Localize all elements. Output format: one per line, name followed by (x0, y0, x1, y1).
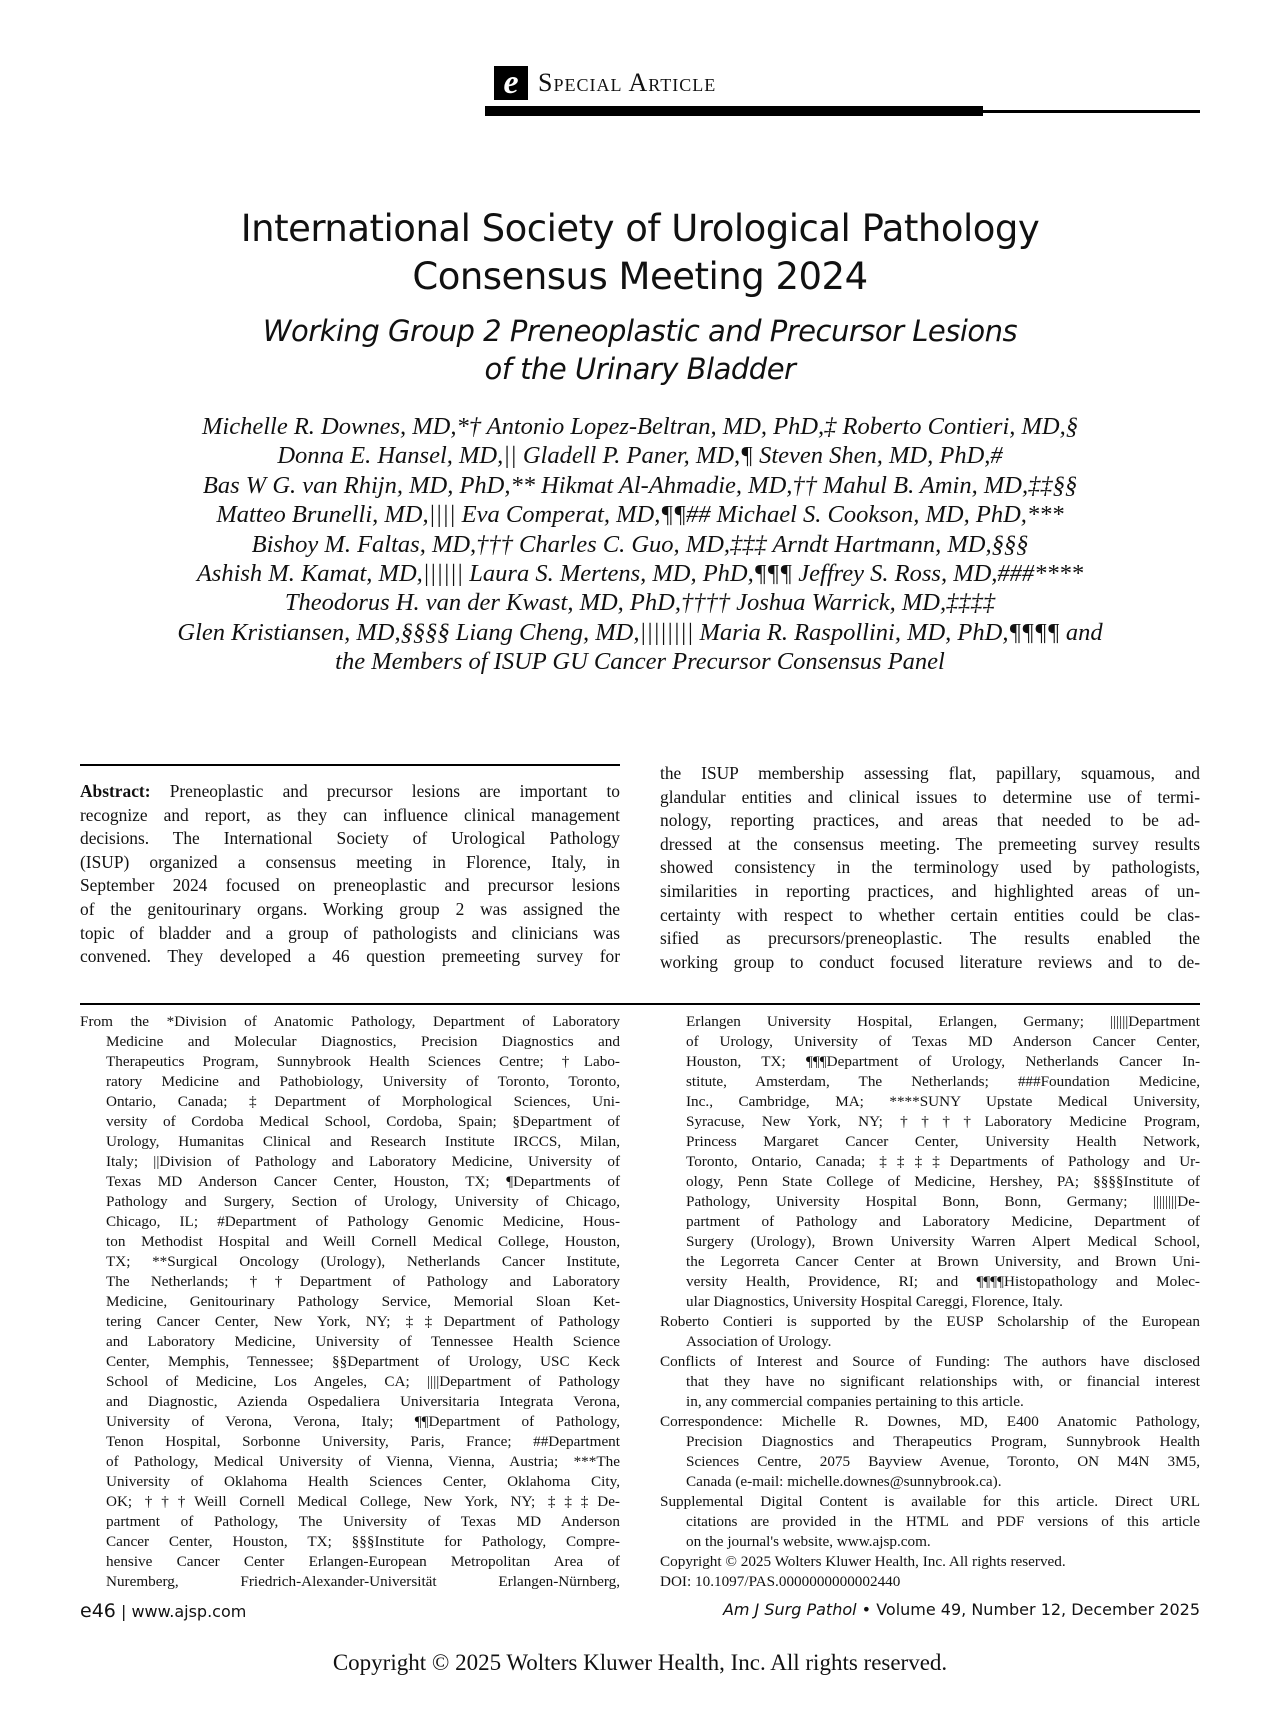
affiliation-line: Houston, TX; ¶¶¶Department of Urology, Netherlands Cancer In- (686, 1053, 1200, 1070)
affiliation-line: Therapeutics Program, Sunnybrook Health Sciences Centre; †Labo- (106, 1053, 620, 1070)
article-subtitle (100, 312, 1180, 388)
footer-separator: | (120, 1602, 127, 1621)
affiliation-line: hensive Cancer Center Erlangen-European Metropolitan Area of (106, 1553, 620, 1570)
affiliation-line: tering Cancer Center, New York, NY; ‡‡Department of Pathology (106, 1313, 620, 1330)
issue-info: Volume 49, Number 12, December 2025 (876, 1600, 1200, 1619)
affiliation-line: TX; **Surgical Oncology (Urology), Netherlands Cancer Institute, (106, 1253, 620, 1270)
author-line: the Members of ISUP GU Cancer Precursor Consensus Panel (335, 648, 945, 676)
abstract-line: decisions. The International Society of Urological Pathology (80, 828, 620, 849)
header-rule-thick (485, 106, 983, 116)
page-footer-left (80, 1600, 246, 1622)
affiliation-line: Erlangen University Hospital, Erlangen, Germany; ||||||Department (686, 1013, 1200, 1030)
affiliation-line: Princess Margaret Cancer Center, University Health Network, (686, 1133, 1200, 1150)
author-line: Matteo Brunelli, MD,|||| Eva Comperat, MD,¶¶## Michael S. Cookson, MD, PhD,*** (216, 501, 1064, 529)
affiliation-line: ology, Penn State College of Medicine, Hershey, PA; §§§§Institute of (686, 1173, 1200, 1190)
abstract-line: dressed at the consensus meeting. The premeeting survey results (660, 833, 1200, 854)
abstract-line: glandular entities and clinical issues to determine use of termi- (660, 786, 1200, 807)
affiliation-line: Inc., Cambridge, MA; ****SUNY Upstate Medical University, (686, 1093, 1200, 1110)
correspondence-line: Sciences Centre, 2075 Bayview Avenue, Toronto, ON M4N 3M5, (686, 1453, 1200, 1470)
affiliation-line: Italy; ||Division of Pathology and Laboratory Medicine, University of (106, 1153, 620, 1170)
abstract-line: similarities in reporting practices, and highlighted areas of un- (660, 880, 1200, 901)
author-line: Bas W G. van Rhijn, MD, PhD,** Hikmat Al-Ahmadie, MD,†† Mahul B. Amin, MD,‡‡§§ (202, 471, 1078, 499)
correspondence-line: Correspondence: Michelle R. Downes, MD, E400 Anatomic Pathology, (660, 1413, 1200, 1430)
abstract-line: showed consistency in the terminology used by pathologists, (660, 857, 1200, 878)
affiliation-line: partment of Pathology and Laboratory Medicine, Department of (686, 1213, 1200, 1230)
section-label: Special Article (538, 68, 717, 97)
title-line: Consensus Meeting 2024 (412, 255, 868, 298)
affiliation-line: the Legorreta Cancer Center at Brown University, and Brown Uni- (686, 1253, 1200, 1270)
abstract-text: Preneoplastic and precursor lesions are important to (150, 781, 620, 801)
affiliation-line: and Laboratory Medicine, University of Tennessee Health Science (106, 1333, 620, 1350)
title-line: International Society of Urological Pathology (240, 207, 1040, 250)
abstract-line: (ISUP) organized a consensus meeting in Florence, Italy, in (80, 851, 620, 872)
author-line: Donna E. Hansel, MD,|| Gladell P. Paner, MD,¶ Steven Shen, MD, PhD,# (277, 442, 1003, 470)
affiliation-line: Surgery (Urology), Brown University Warren Alpert Medical School, (686, 1233, 1200, 1250)
affiliation-line: ular Diagnostics, University Hospital Careggi, Florence, Italy. (686, 1293, 1063, 1310)
abstract-line: working group to conduct focused literature reviews and to de- (660, 951, 1200, 972)
affiliation-line: School of Medicine, Los Angeles, CA; ||||Department of Pathology (106, 1373, 620, 1390)
footnote-rule (80, 1003, 1200, 1005)
supplemental-line: citations are provided in the HTML and PDF versions of this article (686, 1513, 1200, 1530)
abstract-line: the ISUP membership assessing flat, papillary, squamous, and (660, 763, 1200, 783)
author-line: Glen Kristiansen, MD,§§§§ Liang Cheng, MD,|||||||| Maria R. Raspollini, MD, PhD,¶¶¶¶ and (177, 618, 1103, 646)
support-note-line: Roberto Contieri is supported by the EUSP Scholarship of the European (660, 1313, 1200, 1330)
affiliations-left (80, 1012, 620, 1592)
copyright-note: Copyright © 2025 Wolters Kluwer Health, Inc. All rights reserved. (660, 1553, 1066, 1570)
affiliation-line: of Pathology, Medical University of Vienna, Vienna, Austria; ***The (106, 1453, 620, 1470)
affiliation-line: OK; †††Weill Cornell Medical College, New York, NY; ‡‡‡De- (106, 1493, 620, 1510)
correspondence-email-line[interactable]: Canada (e-mail: michelle.downes@sunnybrook.ca). (686, 1473, 1002, 1490)
conflicts-line: in, any commercial companies pertaining to this article. (686, 1393, 1024, 1410)
abstract-line (80, 780, 620, 804)
abstract-line: topic of bladder and a group of pathologists and clinicians was (80, 922, 620, 943)
footer-bullet: • (861, 1600, 872, 1619)
affiliation-line: partment of Pathology, The University of Texas MD Anderson (106, 1513, 620, 1530)
abstract-line: certainty with respect to whether certain entities could be clas- (660, 904, 1200, 925)
e-publication-icon: e (494, 66, 528, 100)
page-footer-right (723, 1600, 1200, 1619)
author-list (80, 412, 1200, 677)
journal-website-link[interactable]: www.ajsp.com (131, 1602, 247, 1621)
affiliation-line: Urology, Humanitas Clinical and Research Institute IRCCS, Milan, (106, 1133, 620, 1150)
affiliation-line: University of Oklahoma Health Sciences Center, Oklahoma City, (106, 1473, 620, 1490)
header-rule-thin (983, 110, 1200, 113)
affiliation-line: University of Verona, Verona, Italy; ¶¶Department of Pathology, (106, 1413, 620, 1430)
affiliation-line: Pathology and Surgery, Section of Urology, University of Chicago, (106, 1193, 620, 1210)
affiliation-line: versity of Cordoba Medical School, Cordoba, Spain; §Department of (106, 1113, 620, 1130)
affiliation-line: Tenon Hospital, Sorbonne University, Paris, France; ##Department (106, 1433, 620, 1450)
affiliation-line: Center, Memphis, Tennessee; §§Department of Urology, USC Keck (106, 1353, 620, 1370)
affiliation-line: Cancer Center, Houston, TX; §§§Institute for Pathology, Compre- (106, 1533, 620, 1550)
affiliations-right (660, 1012, 1200, 1592)
abstract-rule (80, 764, 620, 766)
author-line: Bishoy M. Faltas, MD,††† Charles C. Guo, MD,‡‡‡ Arndt Hartmann, MD,§§§ (251, 530, 1029, 558)
affiliation-line: Chicago, IL; #Department of Pathology Genomic Medicine, Hous- (106, 1213, 620, 1230)
affiliation-line: Pathology, University Hospital Bonn, Bonn, Germany; ||||||||De- (686, 1193, 1200, 1210)
abstract-line: sified as precursors/preneoplastic. The results enabled the (660, 928, 1200, 949)
affiliation-line: of Urology, University of Texas MD Anderson Cancer Center, (686, 1033, 1200, 1050)
section-header (494, 66, 716, 100)
affiliation-line: versity Health, Providence, RI; and ¶¶¶¶Histopathology and Molec- (686, 1273, 1200, 1290)
affiliation-line: From the *Division of Anatomic Pathology, Department of Laboratory (80, 1013, 620, 1030)
abstract-line: September 2024 focused on preneoplastic and precursor lesions (80, 875, 620, 896)
affiliation-line: Texas MD Anderson Cancer Center, Houston, TX; ¶Departments of (106, 1173, 620, 1190)
subtitle-line: Working Group 2 Preneoplastic and Precursor Lesions (262, 314, 1018, 348)
page-copyright: Copyright © 2025 Wolters Kluwer Health, Inc. All rights reserved. (332, 1650, 948, 1675)
affiliation-line: ton Methodist Hospital and Weill Cornell Medical College, Houston, (106, 1233, 620, 1250)
affiliation-line: Medicine and Molecular Diagnostics, Precision Diagnostics and (106, 1033, 620, 1050)
abstract-line: nology, reporting practices, and areas that needed to be ad- (660, 810, 1200, 831)
supplemental-line: Supplemental Digital Content is available for this article. Direct URL (660, 1493, 1200, 1510)
affiliation-line: and Diagnostic, Azienda Ospedaliera Universitaria Integrata Verona, (106, 1393, 620, 1410)
affiliation-line: Toronto, Ontario, Canada; ‡‡‡‡Departments of Pathology and Ur- (686, 1153, 1200, 1170)
abstract-line: recognize and report, as they can influence clinical management (80, 804, 620, 825)
abstract-line: convened. They developed a 46 question premeeting survey for (80, 946, 620, 967)
article-title (100, 205, 1180, 301)
subtitle-line: of the Urinary Bladder (484, 352, 796, 386)
conflicts-line: that they have no significant relationships with, or financial interest (686, 1373, 1200, 1390)
abstract-line: of the genitourinary organs. Working group 2 was assigned the (80, 898, 620, 919)
affiliation-line: ratory Medicine and Pathobiology, University of Toronto, Toronto, (106, 1073, 620, 1090)
conflicts-line: Conflicts of Interest and Source of Funding: The authors have disclosed (660, 1353, 1200, 1370)
support-note-line: Association of Urology. (686, 1333, 832, 1350)
affiliation-line: Medicine, Genitourinary Pathology Service, Memorial Sloan Ket- (106, 1293, 620, 1310)
abstract-column-left (80, 780, 620, 969)
journal-name: Am J Surg Pathol (722, 1600, 857, 1619)
affiliation-line: stitute, Amsterdam, The Netherlands; ###Foundation Medicine, (686, 1073, 1200, 1090)
author-line: Theodorus H. van der Kwast, MD, PhD,†††† Joshua Warrick, MD,‡‡‡‡ (284, 589, 996, 617)
doi-link[interactable]: DOI: 10.1097/PAS.0000000000002440 (660, 1573, 901, 1590)
abstract-column-right (660, 762, 1200, 974)
correspondence-line: Precision Diagnostics and Therapeutics Program, Sunnybrook Health (686, 1433, 1200, 1450)
page-number: e46 (80, 1600, 116, 1622)
abstract-label: Abstract: (80, 781, 151, 801)
author-line: Ashish M. Kamat, MD,|||||| Laura S. Mertens, MD, PhD,¶¶¶ Jeffrey S. Ross, MD,###**** (196, 560, 1084, 588)
affiliation-line: Nuremberg, Friedrich-Alexander-Universität Erlangen-Nürnberg, (106, 1573, 620, 1590)
affiliation-line: Syracuse, New York, NY; ††††Laboratory Medicine Program, (686, 1113, 1200, 1130)
author-line: Michelle R. Downes, MD,*† Antonio Lopez-Beltran, MD, PhD,‡ Roberto Contieri, MD,§ (202, 413, 1078, 440)
affiliation-line: The Netherlands; ††Department of Pathology and Laboratory (106, 1273, 620, 1290)
affiliation-line: Ontario, Canada; ‡Department of Morphological Sciences, Uni- (106, 1093, 620, 1110)
supplemental-link-line[interactable]: on the journal's website, www.ajsp.com. (686, 1533, 931, 1550)
